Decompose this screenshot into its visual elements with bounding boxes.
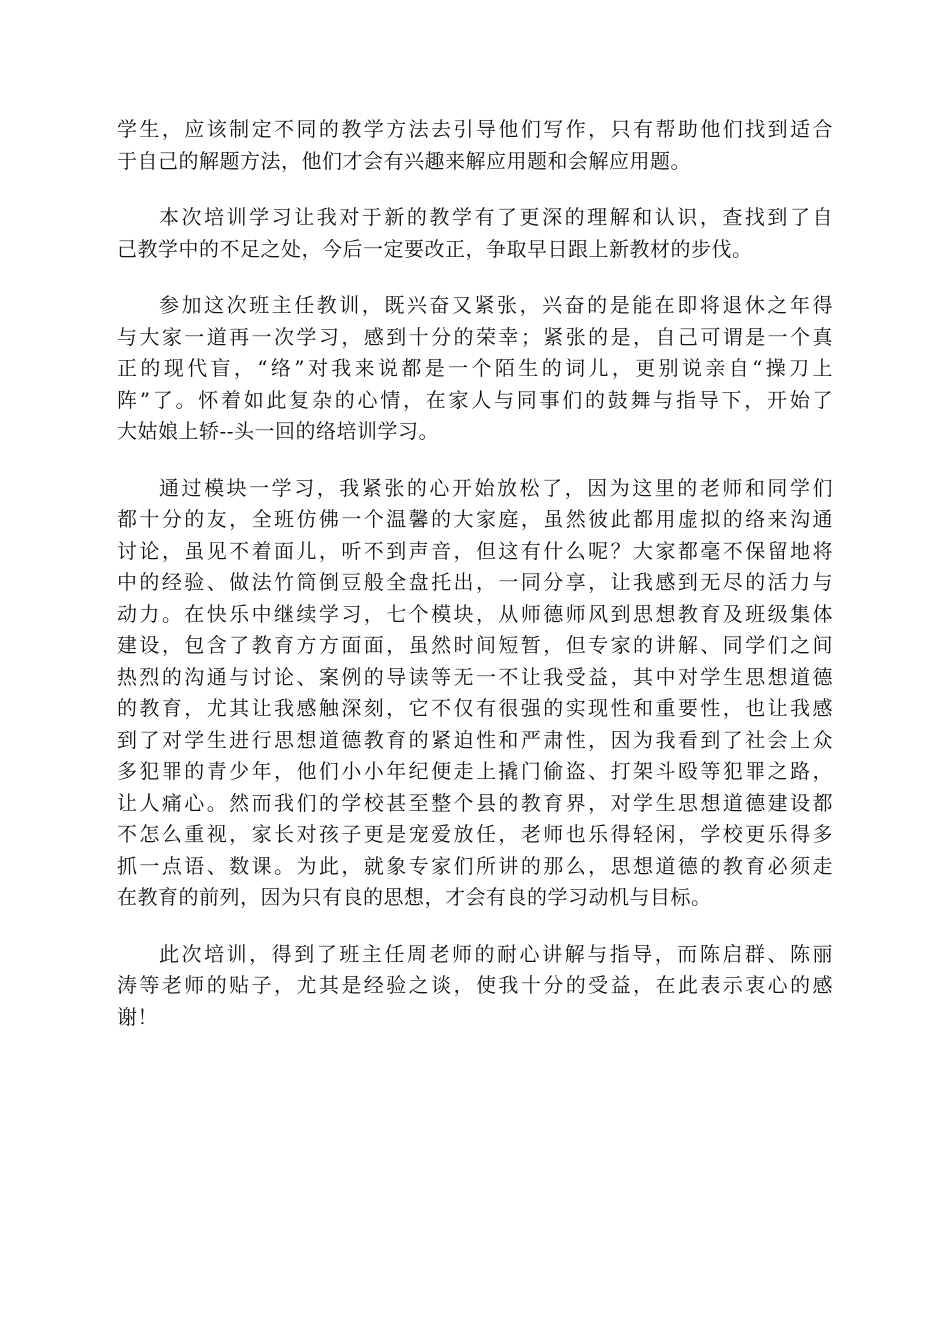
paragraph-line: 涛等老师的贴子，尤其是经验之谈，使我十分的受益，在此表示衷心的感 <box>117 973 833 997</box>
paragraph-line: 多犯罪的青少年，他们小小年纪便走上撬门偷盗、打架斗殴等犯罪之路， <box>117 759 833 783</box>
paragraph-1 <box>117 114 833 177</box>
paragraph-2 <box>117 202 833 265</box>
paragraph-line: 都十分的友，全班仿佛一个温馨的大家庭，虽然彼此都用虚拟的络来沟通 <box>117 507 833 531</box>
paragraph-line: 到了对学生进行思想道德教育的紧迫性和严肃性，因为我看到了社会上众 <box>117 727 833 752</box>
paragraph-line: 的教育，尤其让我感触深刻，它不仅有很强的实现性和重要性，也让我感 <box>117 696 833 720</box>
paragraph-line: 在教育的前列，因为只有良的思想，才会有良的学习动机与目标。 <box>117 885 712 909</box>
paragraph-line: 建设，包含了教育方方面面，虽然时间短暂，但专家的讲解、同学们之间 <box>117 633 833 657</box>
paragraph-line: 本次培训学习让我对于新的教学有了更深的理解和认识，查找到了自 <box>159 205 833 229</box>
paragraph-3 <box>117 290 833 448</box>
paragraph-line: 谢！ <box>117 1004 158 1029</box>
paragraph-line: 此次培训，得到了班主任周老师的耐心讲解与指导，而陈启群、陈丽 <box>159 941 833 966</box>
paragraph-line: 学生，应该制定不同的教学方法去引导他们写作，只有帮助他们找到适合 <box>117 117 833 141</box>
paragraph-line: 己教学中的不足之处，今后一定要改正，争取早日跟上新教材的步伐。 <box>117 236 753 261</box>
paragraph-4 <box>117 473 833 914</box>
document-page <box>117 114 833 1058</box>
paragraph-line: 中的经验、做法竹筒倒豆般全盘托出，一同分享，让我感到无尽的活力与 <box>117 570 833 594</box>
paragraph-line: 讨论，虽见不着面儿，听不到声音，但这有什么呢？大家都毫不保留地将 <box>117 538 833 563</box>
paragraph-5 <box>117 939 833 1034</box>
paragraph-line: 参加这次班主任教训，既兴奋又紧张，兴奋的是能在即将退休之年得 <box>159 293 833 317</box>
paragraph-line: 通过模块一学习，我紧张的心开始放松了，因为这里的老师和同学们 <box>159 475 833 500</box>
paragraph-line: 于自己的解题方法，他们才会有兴趣来解应用题和会解应用题。 <box>117 148 691 173</box>
paragraph-line: 阵”了。怀着如此复杂的心情，在家人与同事们的鼓舞与指导下，开始了 <box>117 387 833 412</box>
paragraph-line: 不怎么重视，家长对孩子更是宠爱放任，老师也乐得轻闲，学校更乐得多 <box>117 822 833 846</box>
paragraph-line: 与大家一道再一次学习，感到十分的荣幸；紧张的是，自己可谓是一个真 <box>117 324 833 349</box>
paragraph-line: 让人痛心。然而我们的学校甚至整个县的教育界，对学生思想道德建设都 <box>117 790 833 815</box>
paragraph-line: 热烈的沟通与讨论、案例的导读等无一不让我受益，其中对学生思想道德 <box>117 664 833 689</box>
paragraph-line: 动力。在快乐中继续学习，七个模块，从师德师风到思想教育及班级集体 <box>117 601 833 626</box>
paragraph-line: 大姑娘上轿--头一回的络培训学习。 <box>117 419 440 443</box>
paragraph-line: 正的现代盲，“络”对我来说都是一个陌生的词儿，更别说亲自“操刀上 <box>117 356 833 380</box>
paragraph-line: 抓一点语、数课。为此，就象专家们所讲的那么，思想道德的教育必须走 <box>117 853 833 878</box>
